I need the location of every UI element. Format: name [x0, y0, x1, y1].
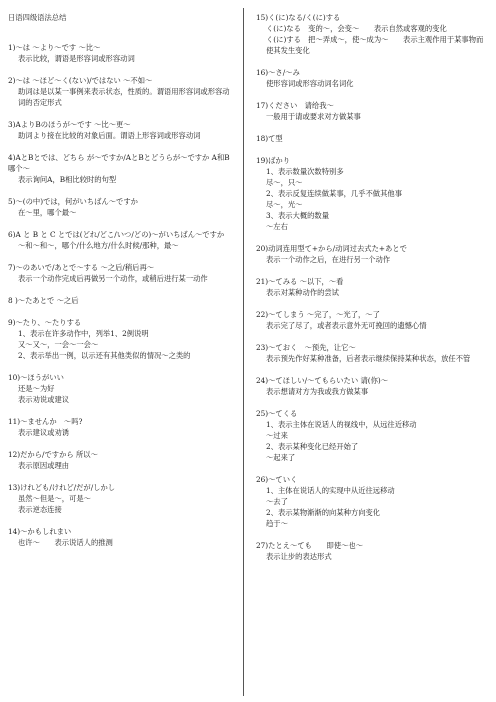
grammar-explanation: 表示比较，谓语是形容词或形容动词 — [18, 54, 135, 63]
grammar-explanation: 表示让步的表达形式 — [266, 552, 332, 561]
grammar-heading: 21)～てみる ～以下，～看 — [256, 277, 344, 286]
grammar-heading: 20)动词连用型て+から/动词过去式た+あとで — [256, 244, 407, 253]
grammar-item — [8, 262, 232, 284]
grammar-heading: 12)だから/ですから 所以～ — [8, 450, 98, 459]
left-grammar-list — [8, 42, 232, 548]
grammar-item — [256, 276, 488, 298]
grammar-explanation: 趋于～ — [266, 519, 288, 528]
grammar-explanation: 表示逆态连接 — [18, 505, 62, 514]
grammar-heading: 11)～ませんか ～吗? — [8, 417, 83, 426]
grammar-heading: 7)～のあいで/あとで～する ～之后/稍后再～ — [8, 263, 155, 272]
grammar-item — [256, 67, 488, 89]
grammar-explanation: 使形容词或形容动词名词化 — [266, 79, 354, 88]
grammar-explanation: 1、表示数量次数特别多 — [266, 167, 344, 176]
grammar-explanation: く(に)する 把～弄成～，使～成为～ 表示主观作用于某事物而使其发生变化 — [266, 35, 484, 55]
grammar-heading: 16)～さ/～み — [256, 68, 300, 77]
grammar-heading: 6)A と B と C とでは(どれ/どこ/いつ/どの)～がいちばん～ですか — [8, 230, 225, 239]
grammar-explanation: 表示想请对方为我或我方做某事 — [266, 387, 369, 396]
grammar-item — [8, 229, 232, 251]
grammar-explanation: 表示劝说或建议 — [18, 395, 70, 404]
grammar-explanation: ～过来 — [266, 431, 288, 440]
grammar-item — [8, 372, 232, 405]
grammar-item — [256, 133, 488, 144]
grammar-item — [256, 408, 488, 463]
grammar-heading: 9)～たり、～たりする — [8, 318, 82, 327]
grammar-item — [8, 42, 232, 64]
grammar-heading: 2)～は ～ほど～く(ない)/ではない ～不如～ — [8, 76, 153, 85]
grammar-explanation: 3、表示大概的数量 — [266, 211, 330, 220]
grammar-heading: 18)て型 — [256, 134, 283, 143]
grammar-explanation: 表示一个动作完成后再做另一个动作，或稍后进行某一动作 — [18, 274, 208, 283]
right-grammar-list — [256, 12, 488, 562]
grammar-item — [256, 12, 488, 56]
grammar-item — [256, 342, 488, 364]
grammar-explanation: 表示询问A，B相比较时的句型 — [18, 175, 117, 184]
grammar-explanation: 1、表示主体在说话人的视线中，从远往近移动 — [266, 420, 417, 429]
grammar-explanation: 还是～为好 — [18, 384, 55, 393]
grammar-heading: 15)く(に)なる/く(に)する — [256, 13, 341, 22]
grammar-item — [256, 474, 488, 529]
grammar-item — [8, 482, 232, 515]
grammar-heading: 24)～てほしい/～てもらいたい 请(你)～ — [256, 376, 389, 385]
grammar-heading: 1)～は ～より～です ～比～ — [8, 43, 101, 52]
grammar-item — [256, 309, 488, 331]
document-title: 日语四级语法总结 — [8, 13, 67, 22]
grammar-item — [256, 540, 488, 562]
grammar-explanation: 一般用于请或要求对方做某事 — [266, 112, 361, 121]
grammar-explanation: ～起来了 — [266, 453, 296, 462]
grammar-explanation: 表示原因或理由 — [18, 461, 70, 470]
grammar-explanation: 表示建议或劝诱 — [18, 428, 70, 437]
grammar-heading: 27)たとえ～ても 即使～也～ — [256, 541, 363, 550]
grammar-heading: 22)～てしまう ～完了，～光了，～了 — [256, 310, 380, 319]
grammar-explanation: ～和～和～，哪个/什么地方/什么时候/那种，最～ — [18, 241, 179, 250]
grammar-heading: 8 )～たあとで ～之后 — [8, 296, 79, 305]
grammar-explanation: 在～里，哪个最～ — [18, 208, 77, 217]
grammar-heading: 23)～ておく ～预先，让它～ — [256, 343, 356, 352]
grammar-explanation: 表示一个动作之后，在进行另一个动作 — [266, 255, 391, 264]
grammar-explanation: ～左右 — [266, 222, 288, 231]
grammar-item — [256, 155, 488, 232]
grammar-item — [256, 243, 488, 265]
grammar-item — [8, 416, 232, 438]
grammar-explanation: く(に)なる 变的～，会变～ 表示自然或客观的变化 — [266, 24, 447, 33]
grammar-heading: 5)～(の中)では，何がいちばん～ですか — [8, 197, 138, 206]
grammar-explanation: 1、表示在许多动作中，列举1、2例说明 — [18, 329, 149, 338]
grammar-explanation: 也许～ 表示说话人的推测 — [18, 538, 113, 547]
right-column — [256, 12, 488, 573]
grammar-heading: 26)～ていく — [256, 475, 298, 484]
grammar-item — [8, 152, 232, 185]
grammar-item — [8, 449, 232, 471]
grammar-explanation: 尽～，只～ — [266, 178, 303, 187]
grammar-explanation: 2、表示某种变化已经开始了 — [266, 442, 359, 451]
grammar-heading: 13)けれども/けれど/だが/しかし — [8, 483, 116, 492]
grammar-explanation: 表示完了尽了，或者表示意外无可挽回的遗憾心情 — [266, 321, 427, 330]
grammar-explanation: 助词は是以某一事例来表示状态，性质的。谓语用形容词或形容动词的否定形式 — [18, 87, 230, 107]
grammar-item — [256, 375, 488, 397]
grammar-item — [8, 295, 232, 306]
grammar-explanation: ～去了 — [266, 497, 288, 506]
grammar-explanation: 尽～，光～ — [266, 200, 303, 209]
grammar-heading: 17)ください 请给我～ — [256, 101, 334, 110]
grammar-heading: 4)AとBとでは、どちら が～ですか/AとBとどうらが～ですか A和B哪个～ — [8, 153, 230, 173]
grammar-item — [8, 317, 232, 361]
grammar-item — [8, 75, 232, 108]
grammar-heading: 10)～ほうがいい — [8, 373, 64, 382]
grammar-heading: 19)ばかり — [256, 156, 291, 165]
left-column — [8, 12, 232, 559]
grammar-explanation: 2、表示举出一例，以示还有其他类似的情况～之类的 — [18, 351, 191, 360]
grammar-explanation: 虽然～但是～，可是～ — [18, 494, 91, 503]
grammar-item — [256, 100, 488, 122]
grammar-explanation: 表示对某种动作的尝试 — [266, 288, 339, 297]
grammar-explanation: 又～又～，一会～一会～ — [18, 340, 99, 349]
grammar-explanation: 1、主体在说话人的实现中从近往远移动 — [266, 486, 395, 495]
grammar-explanation: 表示预先作好某种准备，后者表示继续保持某种状态，放任不管 — [266, 354, 471, 363]
column-divider — [243, 8, 244, 696]
grammar-item — [8, 119, 232, 141]
grammar-item — [8, 196, 232, 218]
grammar-heading: 14)～かもしれまい — [8, 527, 72, 536]
grammar-heading: 3)AよりBのほうが～です ～比～更～ — [8, 120, 131, 129]
grammar-explanation: 助词より接在比较的对象后面。谓语上形容词或形容动词 — [18, 131, 201, 140]
grammar-explanation: 2、表示某物渐渐的向某种方向变化 — [266, 508, 381, 517]
grammar-explanation: 2、表示反复连续做某事，几乎不做其他事 — [266, 189, 402, 198]
grammar-heading: 25)～てくる — [256, 409, 298, 418]
grammar-item — [8, 526, 232, 548]
